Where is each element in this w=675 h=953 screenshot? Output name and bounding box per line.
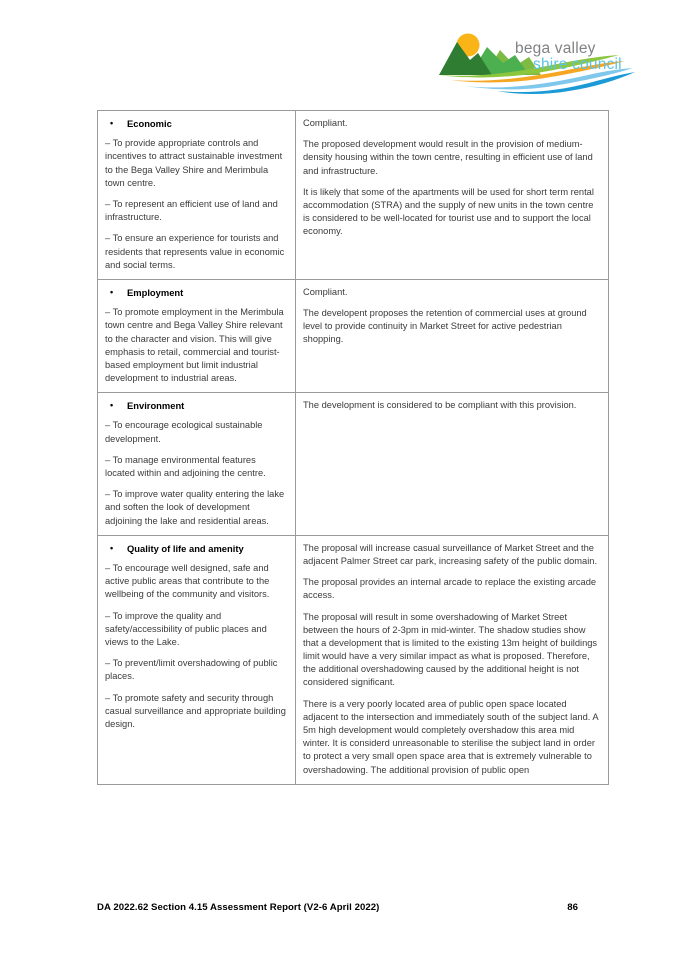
- objective-item: – To encourage well designed, safe and active public areas that contribute to the wellbeing of the community and visitors.: [105, 563, 270, 600]
- objective-item: – To represent an efficient use of land and infrastructure.: [105, 198, 278, 223]
- comment-cell: [296, 535, 609, 784]
- comment-paragraph: Compliant.: [303, 286, 348, 297]
- comment-paragraph: The proposal provides an internal arcade to replace the existing arcade access.: [303, 577, 597, 601]
- objective-item: – To improve water quality entering the lake and soften the look of development adjoining the lake and residential areas.: [105, 489, 285, 526]
- table-row: [98, 279, 609, 392]
- table-row: [98, 393, 609, 536]
- footer-page-number: 86: [567, 902, 578, 913]
- bullet-icon: •: [110, 118, 114, 128]
- bullet-icon: •: [110, 400, 114, 411]
- comment-paragraph: The proposal will result in some overshadowing of Market Street between the hours of 2-3pm in mid-winter. The shadow studies show that a development that is limited to the existing 13m height of buildings limit would have a very similar impact as what is proposed. Therefore, the additional overshadowing caused by the additional height is not considered significant.: [303, 611, 598, 688]
- objective-heading-label: Quality of life and amenity: [127, 542, 244, 554]
- logo-wordmark-line1: bega valley: [515, 40, 596, 57]
- objective-heading-label: Environment: [127, 400, 185, 412]
- council-logo: [437, 28, 637, 96]
- comment-paragraph: The development is considered to be compliant with this provision.: [303, 400, 577, 411]
- comment-paragraph: Compliant.: [303, 118, 348, 128]
- page-footer: [97, 902, 578, 913]
- comment-paragraph: The proposed development would result in the provision of medium-density housing within the town centre, resulting in efficient use of land and infrastructure.: [303, 139, 593, 176]
- comment-cell: [296, 393, 609, 536]
- objective-item: – To manage environmental features located within and adjoining the centre.: [105, 454, 266, 479]
- objective-item: – To improve the quality and safety/accessibility of public places and views to the Lake.: [105, 610, 267, 647]
- bullet-icon: •: [110, 286, 114, 297]
- comment-paragraph: The proposal will increase casual surveillance of Market Street and the adjacent Palmer Street car park, increasing safety of the public domain.: [303, 542, 598, 566]
- table-row: [98, 535, 609, 784]
- bega-valley-shire-council-logo-icon: [437, 28, 637, 96]
- comment-cell: [296, 111, 609, 280]
- objective-heading: [105, 543, 288, 555]
- objective-heading-label: Economic: [127, 118, 172, 129]
- objective-cell: [98, 111, 296, 280]
- objective-heading: [105, 287, 288, 299]
- footer-document-reference: DA 2022.62 Section 4.15 Assessment Report (V2-6 April 2022): [97, 902, 380, 913]
- objective-heading: [105, 118, 288, 130]
- table-row: [98, 111, 609, 280]
- objective-heading: [105, 400, 288, 412]
- table-body: [98, 111, 609, 785]
- comment-cell: [296, 279, 609, 392]
- logo-wordmark-line2: shire council: [533, 56, 622, 73]
- page-header: [0, 0, 675, 105]
- objective-cell: [98, 279, 296, 392]
- comment-paragraph: It is likely that some of the apartments will be used for short term rental accommodation (STRA) and the supply of new units in the town centre is considered to be well-located for tourist use and to support the local economy.: [303, 186, 594, 237]
- objective-heading-label: Employment: [127, 286, 184, 298]
- objective-cell: [98, 535, 296, 784]
- objective-item: – To promote safety and security through casual surveillance and appropriate building design.: [105, 692, 286, 729]
- objective-item: – To promote employment in the Merimbula town centre and Bega Valley Shire relevant to the character and vision. This will give emphasis to retail, commercial and tourist-based employment but limit industrial development to industrial areas.: [105, 307, 284, 384]
- objective-item: – To ensure an experience for tourists and residents that represents value in economic and social terms.: [105, 233, 285, 270]
- comment-paragraph: The developent proposes the retention of commercial uses at ground level to provide continuity in Market Street for active pedestrian shopping.: [303, 308, 587, 345]
- bullet-icon: •: [110, 542, 114, 553]
- objective-item: – To encourage ecological sustainable development.: [105, 420, 263, 444]
- assessment-objectives-table: [97, 110, 609, 785]
- objective-item: – To prevent/limit overshadowing of public places.: [105, 658, 278, 682]
- objective-item: – To provide appropriate controls and incentives to attract sustainable investment to the Bega Valley Shire and Merimbula town centre.: [105, 138, 283, 188]
- objective-cell: [98, 393, 296, 536]
- comment-paragraph: There is a very poorly located area of public open space located adjacent to the intersection and immediately south of the subject land. A 5m high development would completely overshadow this area mid winter. It is considerd unreasonable to sterilise the subject land in order to protect a very small open space area that is extremely vulnerable to overshadowing. The additional provision of public open: [303, 698, 599, 775]
